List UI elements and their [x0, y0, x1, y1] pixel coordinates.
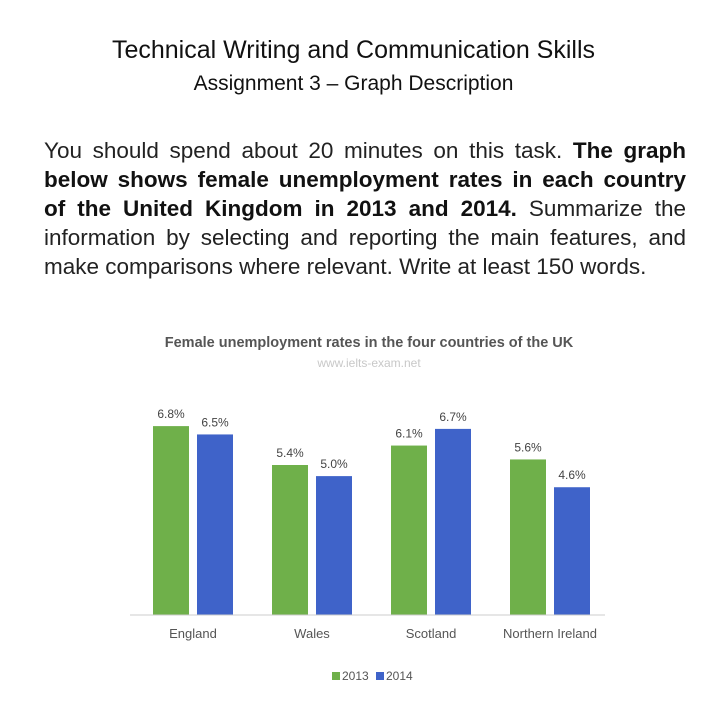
bar-chart — [0, 320, 707, 704]
bar-scotland-2013 — [391, 446, 427, 615]
data-label: 6.5% — [201, 415, 229, 430]
bar-england-2013 — [153, 426, 189, 615]
data-label: 5.6% — [514, 440, 542, 455]
legend-swatch — [332, 672, 340, 680]
data-label: 6.7% — [439, 409, 467, 424]
x-tick-label: England — [169, 626, 217, 641]
bar-wales-2013 — [272, 465, 308, 615]
data-label: 4.6% — [558, 468, 586, 483]
legend-swatch — [376, 672, 384, 680]
x-tick-label: Scotland — [405, 626, 457, 641]
bar-england-2014 — [197, 434, 233, 615]
chart-container — [0, 320, 707, 704]
data-label: 5.0% — [320, 457, 348, 472]
data-label: 6.1% — [395, 426, 423, 441]
bars-group — [153, 407, 590, 615]
bar-scotland-2014 — [435, 429, 471, 615]
data-label: 6.8% — [157, 407, 185, 422]
page-title: Technical Writing and Communication Skills — [111, 36, 596, 64]
legend-label: 2013 — [342, 669, 369, 683]
data-label: 5.4% — [276, 446, 304, 460]
legend-label: 2014 — [386, 669, 413, 683]
bar-northern-ireland-2013 — [510, 459, 546, 615]
legend — [332, 669, 413, 683]
task-instructions: Summarize the information by selecting and reporting the main features, and make comparisons where relevant. Write at least 150 words. — [44, 196, 686, 279]
task-description — [44, 136, 686, 281]
page-subtitle: Assignment 3 – Graph Description — [193, 72, 514, 95]
x-tick-label: Northern Ireland — [503, 626, 597, 641]
x-tick-label: Wales — [294, 626, 330, 641]
task-intro: You should spend about 20 minutes on this task. — [44, 138, 563, 163]
bar-wales-2014 — [316, 476, 352, 615]
chart-watermark: www.ielts-exam.net — [317, 356, 421, 370]
x-tick-labels — [169, 626, 597, 641]
task-bold: The graph below shows female unemployment rates in each country of the United Kingdom in 2013 and 2014. — [44, 138, 686, 221]
chart-title: Female unemployment rates in the four countries of the UK — [164, 335, 574, 351]
bar-northern-ireland-2014 — [554, 487, 590, 615]
